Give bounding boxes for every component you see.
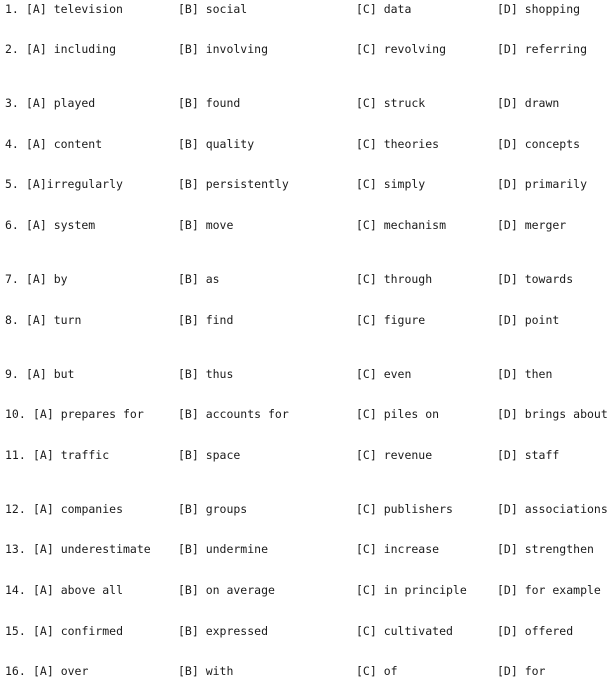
question-number: 8. <box>5 313 19 327</box>
question-number: 2. <box>5 42 19 56</box>
option-c: [C] of <box>356 664 398 678</box>
question-row <box>0 312 608 328</box>
option-b: [B] undermine <box>178 542 269 556</box>
option-d: [D] brings about <box>497 407 608 421</box>
question-number: 13. <box>5 542 26 556</box>
option-d: [D] shopping <box>497 2 581 16</box>
option-c: [C] theories <box>356 137 440 151</box>
question-row <box>0 406 608 422</box>
question-number: 6. <box>5 218 19 232</box>
option-c: [C] revenue <box>356 448 433 462</box>
question-row <box>0 541 608 557</box>
question-row <box>0 41 608 57</box>
option-b: [B] find <box>178 313 234 327</box>
option-c: [C] in principle <box>356 583 467 597</box>
question-number: 12. <box>5 502 26 516</box>
option-a: [A] content <box>26 137 103 151</box>
question-row <box>0 623 608 639</box>
option-b: [B] space <box>178 448 241 462</box>
option-c: [C] through <box>356 272 433 286</box>
option-c: [C] cultivated <box>356 624 453 638</box>
option-d: [D] for <box>497 664 546 678</box>
option-a: [A] television <box>26 2 123 16</box>
option-b: [B] found <box>178 96 241 110</box>
option-a: [A]irregularly <box>26 177 123 191</box>
question-row <box>0 582 608 598</box>
question-number: 14. <box>5 583 26 597</box>
question-row <box>0 1 608 17</box>
option-c: [C] struck <box>356 96 426 110</box>
question-number: 10. <box>5 407 26 421</box>
option-d: [D] then <box>497 367 553 381</box>
option-b: [B] thus <box>178 367 234 381</box>
option-b: [B] quality <box>178 137 255 151</box>
option-c: [C] publishers <box>356 502 453 516</box>
option-c: [C] simply <box>356 177 426 191</box>
option-a: [A] companies <box>33 502 124 516</box>
question-number: 9. <box>5 367 19 381</box>
question-row <box>0 136 608 152</box>
option-a: [A] but <box>26 367 75 381</box>
question-row <box>0 271 608 287</box>
question-number: 11. <box>5 448 26 462</box>
option-c: [C] piles on <box>356 407 440 421</box>
option-c: [C] revolving <box>356 42 447 56</box>
option-c: [C] increase <box>356 542 440 556</box>
option-a: [A] by <box>26 272 68 286</box>
question-row <box>0 447 608 463</box>
question-row <box>0 176 608 192</box>
option-d: [D] offered <box>497 624 574 638</box>
question-row <box>0 366 608 382</box>
question-row <box>0 663 608 679</box>
option-c: [C] data <box>356 2 412 16</box>
option-c: [C] figure <box>356 313 426 327</box>
option-d: [D] towards <box>497 272 574 286</box>
option-a: [A] system <box>26 218 96 232</box>
question-row <box>0 95 608 111</box>
option-c: [C] mechanism <box>356 218 447 232</box>
option-a: [A] played <box>26 96 96 110</box>
option-d: [D] strengthen <box>497 542 594 556</box>
option-b: [B] accounts for <box>178 407 289 421</box>
question-row <box>0 501 608 517</box>
question-row <box>0 217 608 233</box>
option-c: [C] even <box>356 367 412 381</box>
option-d: [D] associations <box>497 502 608 516</box>
option-d: [D] referring <box>497 42 588 56</box>
option-a: [A] over <box>33 664 89 678</box>
option-d: [D] merger <box>497 218 567 232</box>
option-b: [B] expressed <box>178 624 269 638</box>
question-number: 15. <box>5 624 26 638</box>
option-b: [B] social <box>178 2 248 16</box>
option-a: [A] underestimate <box>33 542 151 556</box>
question-number: 1. <box>5 2 19 16</box>
option-b: [B] with <box>178 664 234 678</box>
option-d: [D] drawn <box>497 96 560 110</box>
option-b: [B] move <box>178 218 234 232</box>
question-number: 4. <box>5 137 19 151</box>
option-b: [B] persistently <box>178 177 289 191</box>
option-b: [B] involving <box>178 42 269 56</box>
option-a: [A] including <box>26 42 117 56</box>
option-d: [D] for example <box>497 583 601 597</box>
option-a: [A] traffic <box>33 448 110 462</box>
option-b: [B] as <box>178 272 220 286</box>
option-b: [B] groups <box>178 502 248 516</box>
option-a: [A] confirmed <box>33 624 124 638</box>
option-d: [D] staff <box>497 448 560 462</box>
option-d: [D] point <box>497 313 560 327</box>
option-a: [A] prepares for <box>33 407 144 421</box>
option-d: [D] concepts <box>497 137 581 151</box>
question-number: 7. <box>5 272 19 286</box>
option-a: [A] above all <box>33 583 124 597</box>
option-d: [D] primarily <box>497 177 588 191</box>
option-b: [B] on average <box>178 583 275 597</box>
question-number: 3. <box>5 96 19 110</box>
question-number: 5. <box>5 177 19 191</box>
option-a: [A] turn <box>26 313 82 327</box>
question-number: 16. <box>5 664 26 678</box>
